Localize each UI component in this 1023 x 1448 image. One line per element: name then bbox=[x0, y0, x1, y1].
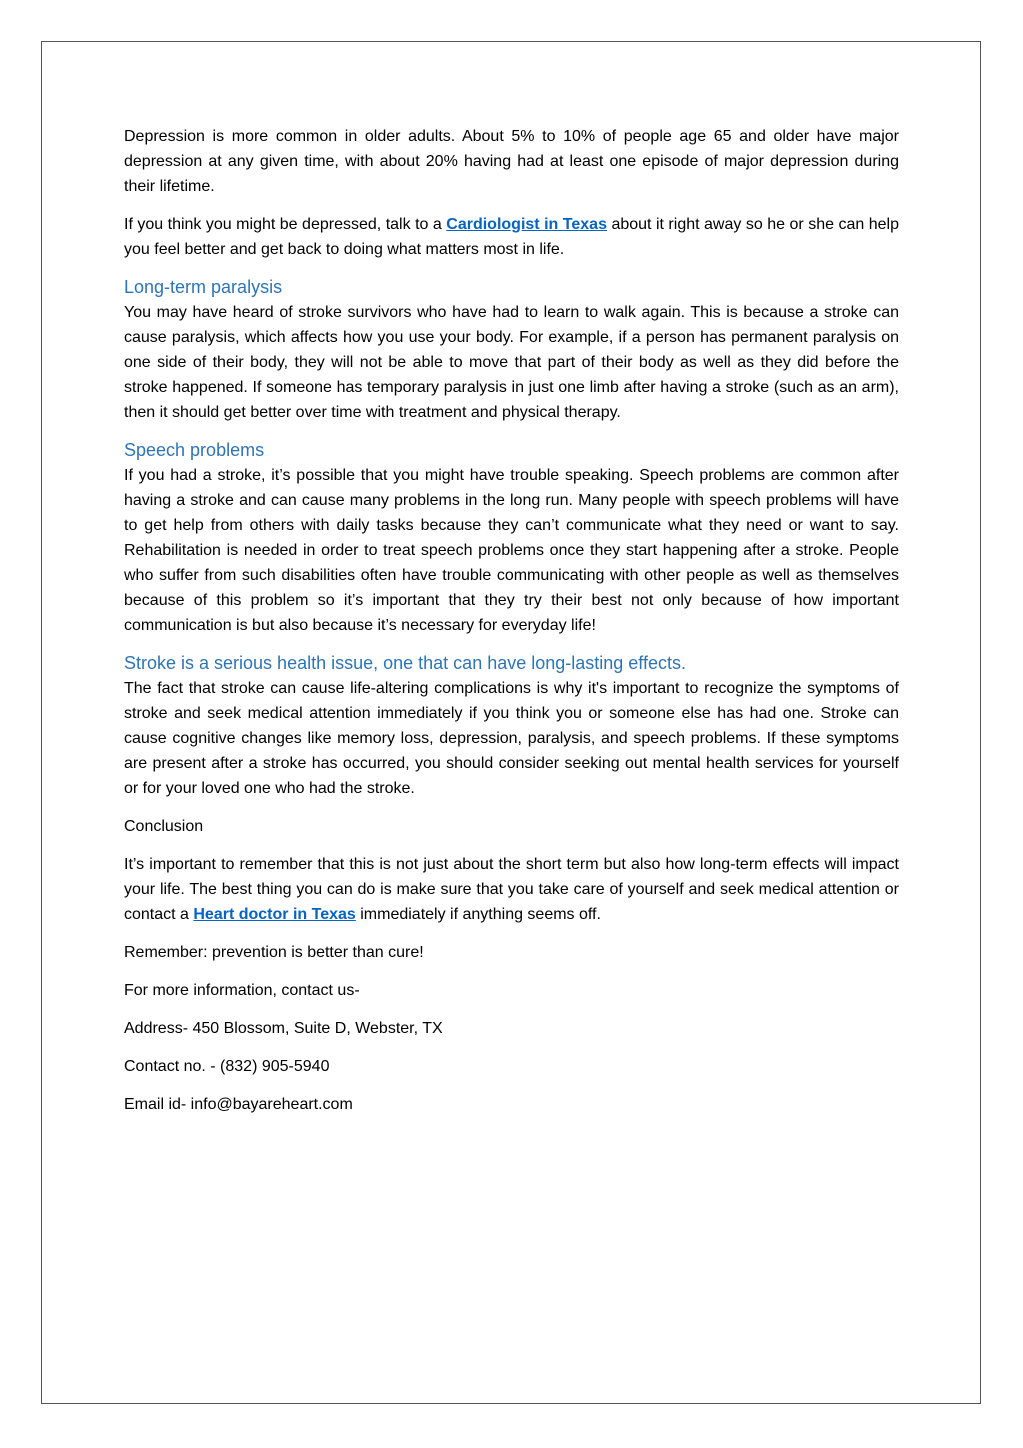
conclusion-text-after-link: immediately if anything seems off. bbox=[355, 906, 601, 923]
contact-address: Address- 450 Blossom, Suite D, Webster, TX bbox=[124, 1020, 443, 1037]
heading-speech-problems: Speech problems bbox=[124, 440, 265, 460]
contact-intro: For more information, contact us- bbox=[124, 982, 360, 999]
conclusion-paragraph bbox=[124, 852, 899, 927]
document-body bbox=[124, 124, 899, 1130]
intro-paragraph-cardiologist bbox=[124, 212, 899, 262]
intro-text-after-link: about it right away so he or she can help you feel better and get back to doing what matters most in life. bbox=[124, 216, 900, 258]
contact-phone: Contact no. - (832) 905-5940 bbox=[124, 1058, 330, 1075]
heading-long-term-paralysis: Long-term paralysis bbox=[124, 277, 283, 297]
paragraph-stroke-serious-issue: The fact that stroke can cause life-altering complications is why it's important to recognize the symptoms of stroke and seek medical attention immediately if you think you or someone else has had one. Stroke can cause cognitive changes like memory loss, depression, paralysis, and speech problems. If these symptoms are present after a stroke has occurred, you should consider seeking out mental health services for yourself or for your loved one who had the stroke. bbox=[124, 680, 899, 797]
cardiologist-in-texas-link[interactable]: Cardiologist in Texas bbox=[446, 216, 607, 233]
intro-text-before-link: If you think you might be depressed, talk to a bbox=[124, 216, 447, 233]
paragraph-long-term-paralysis: You may have heard of stroke survivors who have had to learn to walk again. This is because a stroke can cause paralysis, which affects how you use your body. For example, if a person has permanent paralysis on one side of their body, they will not be able to move that part of their body as well as they did before the stroke happened. If someone has temporary paralysis in just one limb after having a stroke (such as an arm), then it should get better over time with treatment and physical therapy. bbox=[124, 304, 899, 421]
intro-paragraph-depression: Depression is more common in older adults. About 5% to 10% of people age 65 and older have major depression at any given time, with about 20% having had at least one episode of major depression during their lifetime. bbox=[124, 128, 899, 195]
conclusion-text-before-link: It’s important to remember that this is not just about the short term but also how long-term effects will impact your life. The best thing you can do is make sure that you take care of yourself and seek medical attention or contact a bbox=[124, 856, 899, 923]
contact-email: Email id- info@bayareheart.com bbox=[124, 1096, 353, 1113]
heading-stroke-serious-issue: Stroke is a serious health issue, one that can have long-lasting effects. bbox=[124, 653, 686, 673]
paragraph-speech-problems: If you had a stroke, it’s possible that you might have trouble speaking. Speech problems are common after having a stroke and can cause many problems in the long run. Many people with speech problems will have to get help from others with daily tasks because they can’t communicate what they need or want to say. Rehabilitation is needed in order to treat speech problems once they start happening after a stroke. People who suffer from such disabilities often have trouble communicating with other people as well as themselves because of this problem so it’s important that they try their best not only because of how important communication is but also because it’s necessary for everyday life! bbox=[124, 467, 899, 634]
reminder-text: Remember: prevention is better than cure! bbox=[124, 944, 424, 961]
conclusion-label: Conclusion bbox=[124, 818, 204, 835]
heart-doctor-in-texas-link[interactable]: Heart doctor in Texas bbox=[193, 906, 356, 923]
